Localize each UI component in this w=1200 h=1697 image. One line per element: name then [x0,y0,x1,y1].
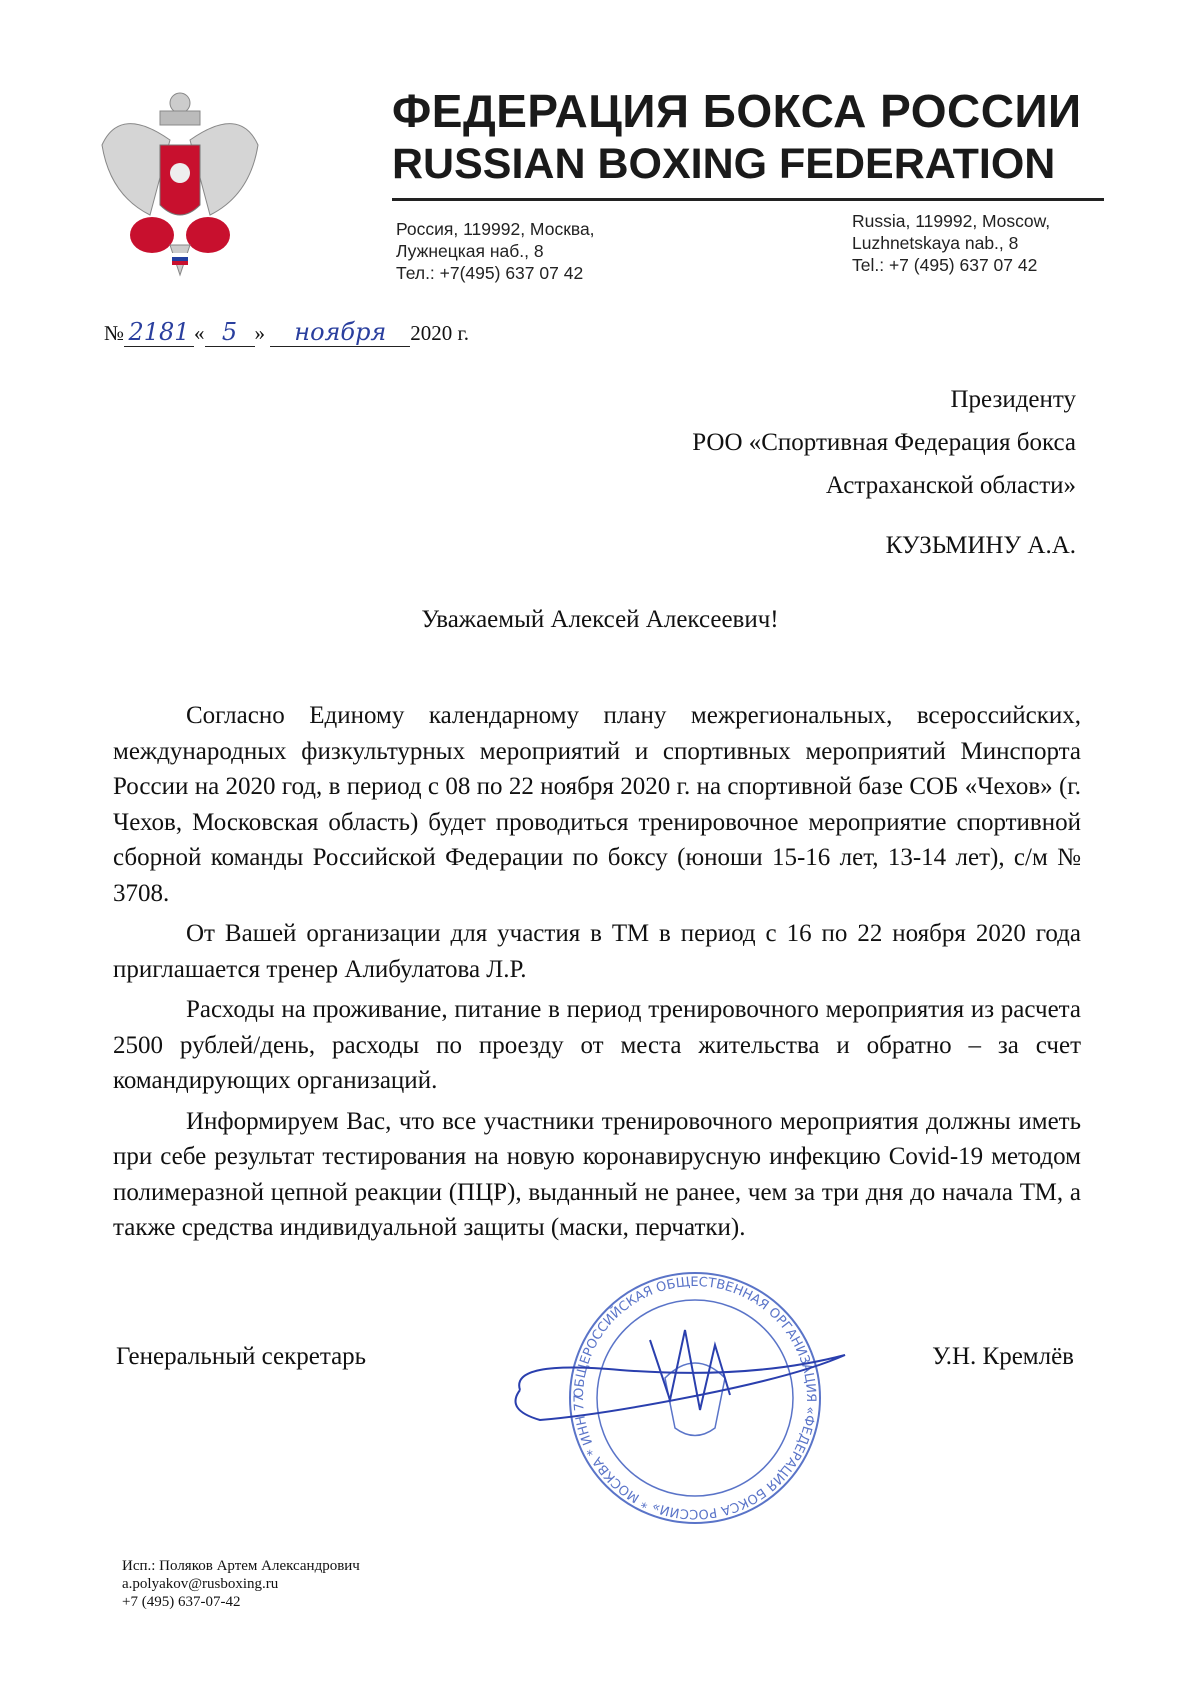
handwritten-signature [500,1300,860,1450]
executor-email: a.polyakov@rusboxing.ru [122,1576,279,1592]
registration-month: ноября [270,318,410,347]
stamp-text: ОБЩЕРОССИЙСКАЯ ОБЩЕСТВЕННАЯ ОРГАНИЗАЦИЯ «ФЕДЕРАЦИЯ БОКСА РОССИИ» * МОСКВА * ИНН 77 [571,1274,819,1522]
letter-body [113,698,1081,1251]
address-line: Luzhnetskaya nab., 8 [852,233,1019,253]
addressee-line: Президенту [950,386,1076,413]
phone-line: Тел.: +7(495) 637 07 42 [396,263,584,283]
registration-year: 2020 г. [410,321,470,345]
executor-phone: +7 (495) 637-07-42 [122,1594,241,1610]
address-line: Лужнецкая наб., 8 [396,241,544,261]
executor-info [122,1557,360,1611]
quote: » [254,321,266,345]
addressee-name: КУЗЬМИНУ А.А. [885,532,1076,559]
paragraph: Согласно Единому календарному плану межрегиональных, всероссийских, международных физкультурных мероприятий и спортивных мероприятий Минспорта России на 2020 год, в период с 08 по 22 ноября 2020 г. на спортивной базе СОБ «Чехов» (г. Чехов, Московская область) будет проводиться тренировочное мероприятие спортивной сборной команды Российской Федерации по боксу (юноши 15-16 лет, 13-14 лет), с/м № 3708. [113,702,1081,907]
addressee-line: РОО «Спортивная Федерация бокса [692,429,1076,456]
signatory-name: У.Н. Кремлёв [932,1343,1074,1370]
executor-name: Исп.: Поляков Артем Александрович [122,1558,360,1574]
paragraph: От Вашей организации для участия в ТМ в период с 16 по 22 ноября 2020 года приглашается тренер Алибулатова Л.Р. [113,920,1081,983]
phone-line: Tel.: +7 (495) 637 07 42 [852,255,1038,275]
registration-number: 2181 [124,318,194,347]
signatory-position: Генеральный секретарь [116,1343,367,1370]
quote: « [194,321,205,345]
paragraph: Расходы на проживание, питание в период тренировочного мероприятия из расчета 2500 рублей/день, расходы по проезду от места жительства и обратно – за счет командирующих организаций. [113,996,1081,1094]
org-name-en: RUSSIAN BOXING FEDERATION [392,140,1056,188]
registration-line [104,318,469,347]
address-line: Russia, 119992, Moscow, [852,211,1051,231]
addressee [692,378,1076,507]
address-ru [396,218,595,284]
org-name-ru: ФЕДЕРАЦИЯ БОКСА РОССИИ [392,85,1082,137]
paragraph: Информируем Вас, что все участники тренировочного мероприятия должны иметь при себе результат тестирования на новую коронавирусную инфекцию Covid-19 методом полимеразной цепной реакции (ПЦР), выданный не ранее, чем за три дня до начала ТМ, а также средства индивидуальной защиты (маски, перчатки). [113,1107,1081,1241]
address-en [852,210,1050,276]
header-divider [392,198,1104,201]
number-label: № [104,321,125,345]
registration-day: 5 [205,318,255,347]
salutation: Уважаемый Алексей Алексеевич! [421,606,779,633]
address-line: Россия, 119992, Москва, [396,219,595,239]
coat-of-arms-logo [100,85,260,295]
addressee-line: Астраханской области» [825,472,1076,499]
